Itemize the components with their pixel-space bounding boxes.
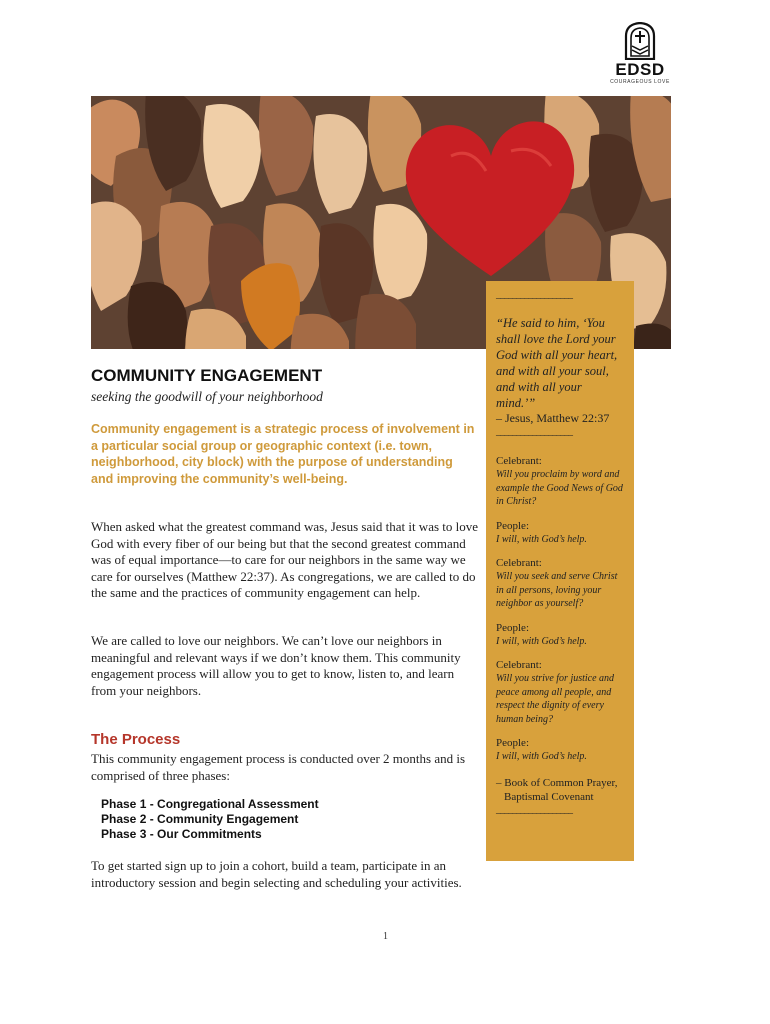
exchange-text: I will, with God’s help. bbox=[496, 751, 587, 762]
sidebar-rule-bottom: ___________________ bbox=[496, 803, 572, 815]
cathedral-shield-icon bbox=[623, 22, 657, 60]
phase-list bbox=[101, 797, 319, 842]
section-heading-process: The Process bbox=[91, 731, 181, 748]
exchange-role: People: bbox=[496, 519, 529, 532]
source-line-1: – Book of Common Prayer, bbox=[496, 776, 618, 789]
call-to-action: To get started sign up to join a cohort, build a team, participate in an introductory session and begin selecting and scheduling your activities. bbox=[91, 858, 462, 890]
phase-item: Phase 3 - Our Commitments bbox=[101, 827, 262, 841]
page-title: COMMUNITY ENGAGEMENT bbox=[91, 366, 323, 385]
body-paragraph-2: We are called to love our neighbors. We can’t love our neighbors in meaningful and relevant ways if we don’t know them. This community engagement process will allow you to get to know, listen to, and learn from your neighbors. bbox=[91, 633, 461, 698]
exchange-text: I will, with God’s help. bbox=[496, 533, 587, 545]
prayer-book-source bbox=[496, 776, 624, 804]
exchange-role: People: bbox=[496, 621, 529, 634]
exchange-text: Will you proclaim by word and example the Good News of God in Christ? bbox=[496, 469, 623, 507]
scripture-sidebar bbox=[486, 281, 634, 861]
source-line-2: Baptismal Covenant bbox=[504, 790, 594, 803]
exchange-text: I will, with God’s help. bbox=[496, 635, 587, 647]
page-number: 1 bbox=[383, 931, 388, 942]
lead-paragraph: Community engagement is a strategic process of involvement in a particular social group or geographic context (i.e. town, neighborhood, city block) with the purpose of understanding and improving the community’s well-being. bbox=[91, 422, 475, 486]
exchange-text: Will you strive for justice and peace among all people, and respect the dignity of every human being? bbox=[496, 673, 615, 725]
scripture-quote: “He said to him, ‘You shall love the Lord your God with all your heart, and with all your soul, and with all your mind.’” bbox=[496, 316, 618, 410]
process-intro: This community engagement process is conducted over 2 months and is comprised of three phases: bbox=[91, 751, 466, 783]
exchange-text: Will you seek and serve Christ in all persons, loving your neighbor as yourself? bbox=[496, 571, 618, 609]
phase-item: Phase 1 - Congregational Assessment bbox=[101, 797, 319, 811]
edsd-logo bbox=[609, 22, 671, 92]
exchange-role: Celebrant: bbox=[496, 659, 542, 671]
sidebar-rule-top: ___________________ bbox=[496, 289, 572, 300]
logo-wordmark: EDSD bbox=[615, 60, 665, 79]
phase-item: Phase 2 - Community Engagement bbox=[101, 812, 299, 826]
exchange-role: People: bbox=[496, 737, 529, 749]
body-paragraph-1: When asked what the greatest command was, Jesus said that it was to love God with every fiber of our being but that the second greatest command was of equal importance—to care for our neighbors in the same way we care for ourselves (Matthew 22:37). As congregations, we are called to do the same and the practices of community engagement can help. bbox=[91, 519, 479, 600]
scripture-citation: – Jesus, Matthew 22:37 bbox=[496, 411, 610, 425]
sidebar-rule-mid: ___________________ bbox=[496, 426, 572, 437]
logo-tagline: COURAGEOUS LOVE bbox=[610, 79, 670, 85]
exchange-role: Celebrant: bbox=[496, 557, 542, 569]
exchange-role: Celebrant: bbox=[496, 455, 542, 467]
page-subtitle: seeking the goodwill of your neighborhood bbox=[91, 389, 323, 404]
